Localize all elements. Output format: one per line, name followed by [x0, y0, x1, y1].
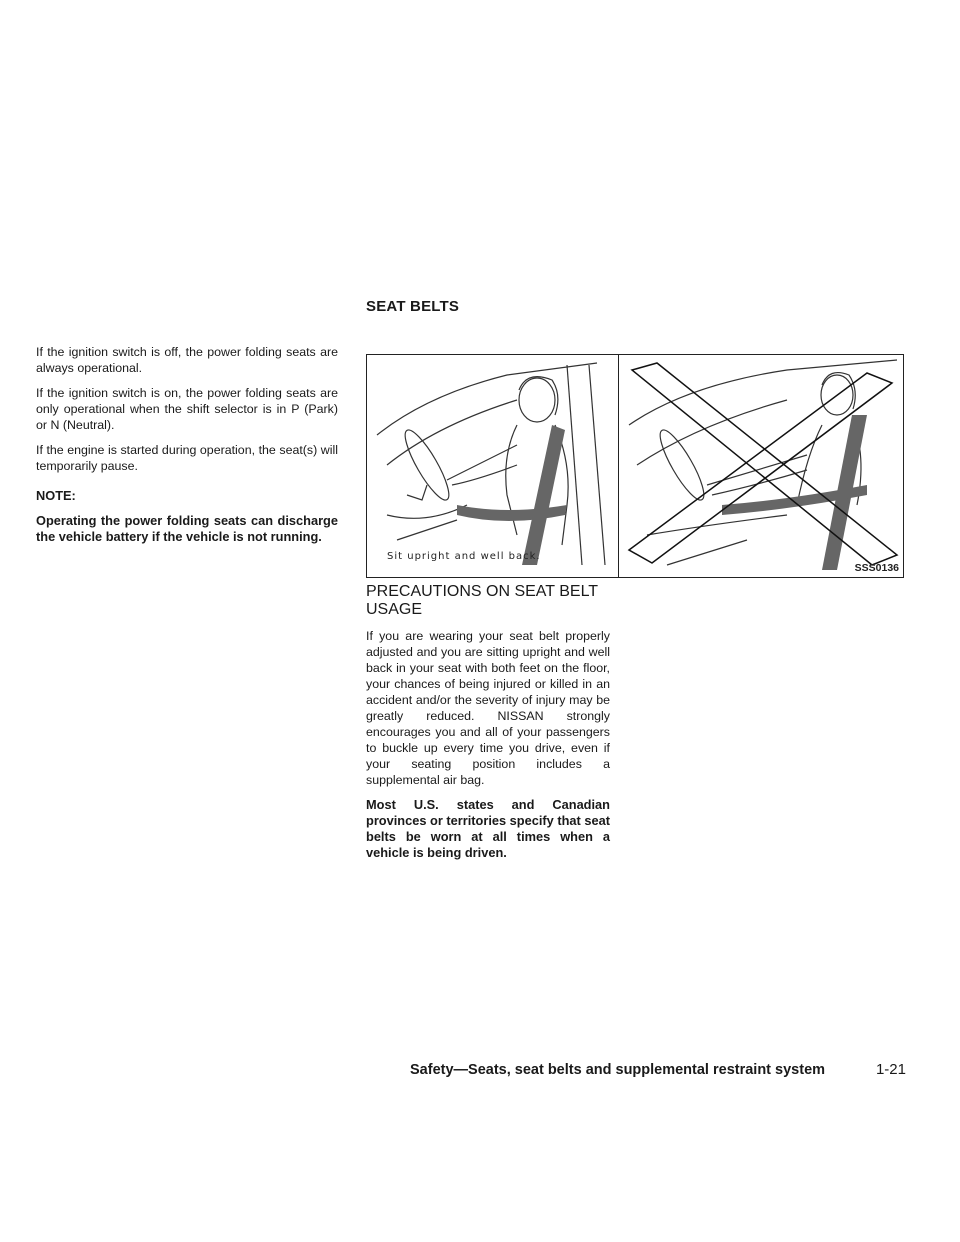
left-column [36, 344, 338, 554]
paragraph-engine-started: If the engine is started during operation, the seat(s) will temporarily pause. [36, 443, 338, 473]
note-label: NOTE: [36, 488, 76, 503]
paragraph-legal-requirement: Most U.S. states and Canadian provinces or territories specify that seat belts be worn at all times when a vehicle is being driven. [366, 797, 610, 860]
page-number: 1-21 [875, 1061, 906, 1078]
note-text: Operating the power folding seats can discharge the vehicle battery if the vehicle is not running. [36, 513, 338, 544]
seat-belt-illustration [366, 354, 904, 578]
figure-caption: Sit upright and well back. [387, 551, 541, 562]
paragraph-ignition-off: If the ignition switch is off, the power folding seats are always operational. [36, 345, 338, 375]
figure-code: SSS0136 [854, 562, 899, 574]
footer-chapter: Safety—Seats, seat belts and supplemental restraint system [410, 1062, 826, 1078]
figure-divider [618, 355, 619, 577]
section-title: SEAT BELTS [366, 298, 460, 315]
paragraph-ignition-on: If the ignition switch is on, the power folding seats are only operational when the shift selector is in P (Park) or N (Neutral). [36, 386, 338, 432]
page-footer [410, 1061, 906, 1078]
illustration-drawing [367, 355, 905, 579]
paragraph-seat-belt-benefits: If you are wearing your seat belt properly adjusted and you are sitting upright and well back in your seat with both feet on the floor, your chances of being injured or killed in an accident and/or the severity of injury may be greatly reduced. NISSAN strongly encourages you and all of your passengers to buckle up every time you drive, even if your seating position includes a supplemental air bag. [366, 629, 610, 787]
right-column [366, 628, 610, 870]
precautions-heading: PRECAUTIONS ON SEAT BELT USAGE [366, 583, 598, 618]
